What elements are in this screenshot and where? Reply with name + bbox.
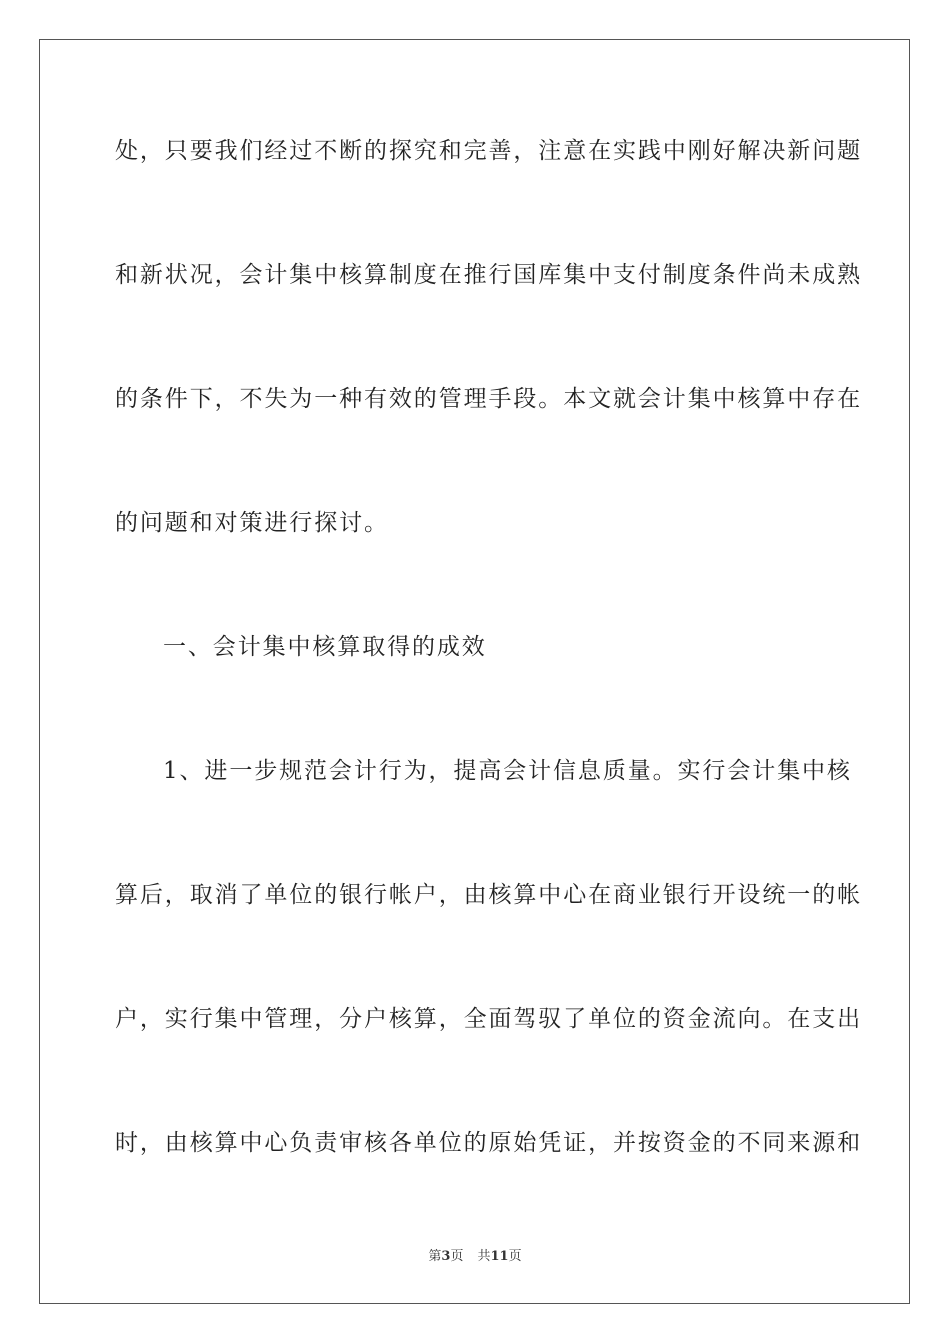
- section-heading: 一、会计集中核算取得的成效: [163, 634, 487, 660]
- paragraph-line: 户，实行集中管理，分户核算，全面驾驭了单位的资金流向。在支出: [115, 1006, 862, 1032]
- paragraph-line: 的问题和对策进行探讨。: [115, 510, 389, 536]
- page-footer: [0, 1248, 950, 1266]
- footer-total-pages: 11: [490, 1249, 509, 1264]
- footer-total-prefix: 共: [477, 1249, 491, 1264]
- paragraph-line: 和新状况，会计集中核算制度在推行国库集中支付制度条件尚未成熟: [115, 262, 862, 288]
- footer-page-suffix: 页: [450, 1249, 464, 1264]
- footer-page-prefix: 第: [428, 1249, 442, 1264]
- page-border: [39, 39, 910, 1304]
- paragraph-line: 算后，取消了单位的银行帐户，由核算中心在商业银行开设统一的帐: [115, 882, 862, 908]
- paragraph-line: 1、进一步规范会计行为，提高会计信息质量。实行会计集中核: [163, 758, 852, 784]
- footer-page-number: 3: [441, 1249, 451, 1264]
- paragraph-line: 处，只要我们经过不断的探究和完善，注意在实践中刚好解决新问题: [115, 138, 862, 164]
- footer-total-suffix: 页: [508, 1249, 522, 1264]
- paragraph-line: 的条件下，不失为一种有效的管理手段。本文就会计集中核算中存在: [115, 386, 862, 412]
- paragraph-line: 时，由核算中心负责审核各单位的原始凭证，并按资金的不同来源和: [115, 1130, 862, 1156]
